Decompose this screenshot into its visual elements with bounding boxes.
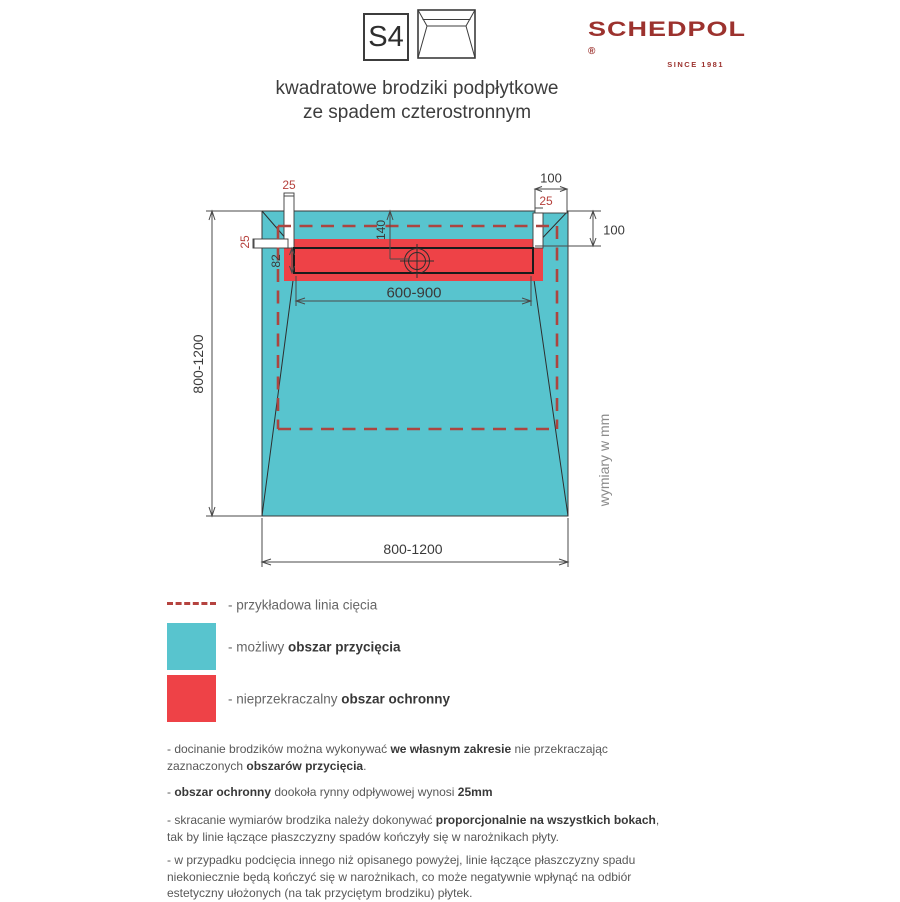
tray-slope-icon (417, 9, 476, 59)
dim-protect-top-right: 25 (539, 194, 553, 208)
dim-drain-offset: 140 (374, 219, 388, 241)
dim-protect-left: 25 (238, 235, 252, 249)
brand-logo (588, 17, 747, 69)
text-segment: obszar ochronny (174, 785, 272, 799)
model-code: S4 (368, 20, 404, 53)
note-proportional-shortening (167, 812, 675, 845)
extension-strip-top-right (533, 213, 543, 248)
brand-tagline: SINCE 1981 (667, 60, 724, 69)
text-segment: obszarów przycięcia (246, 758, 364, 773)
text-segment: - nieprzekraczalny (228, 691, 342, 707)
text-segment: - w przypadku podcięcia innego niż opisanego powyżej, linie łączące płaszczyzny spadu niekoniecznie będą kończyć się w narożnikach, co może negatywnie wpłynąć na odbiór estetyczny ułożonych (na tak przyciętym brodziku) płytek. (167, 853, 636, 900)
legend-swatch-tray-area (167, 623, 216, 670)
extension-strip-left (253, 239, 288, 248)
legend-swatch-cut-line (167, 602, 216, 605)
dim-protect-top-left: 25 (282, 178, 296, 192)
technical-drawing (150, 160, 670, 590)
dim-channel-height: 82 (269, 254, 283, 268)
dim-width-range: 800-1200 (383, 541, 443, 557)
note-other-cuts (167, 852, 675, 902)
legend-swatch-protection-area (167, 675, 216, 722)
dim-edge-top: 100 (540, 170, 562, 186)
text-segment: obszar przycięcia (288, 639, 401, 655)
dim-height-range: 800-1200 (190, 334, 206, 394)
model-code-box (363, 13, 409, 61)
text-segment: - skracanie wymiarów brodzika należy dokonywać (167, 813, 436, 827)
text-segment: nie przekraczając zaznaczonych (167, 742, 608, 773)
page-title-line1: kwadratowe brodziki podpłytkowe (275, 78, 559, 99)
legend-label-cut-line (228, 598, 377, 613)
note-cutting (167, 741, 675, 774)
note-protection-zone (167, 784, 675, 801)
text-segment: - możliwy (228, 639, 288, 655)
dim-channel-range: 600-900 (386, 284, 442, 302)
text-segment: - (167, 785, 175, 799)
units-note: wymiary w mm (596, 413, 612, 507)
dim-edge-right: 100 (603, 222, 625, 238)
text-segment: dookoła rynny odpływowej wynosi (271, 785, 458, 799)
text-segment: 25mm (457, 785, 493, 799)
page-title (150, 77, 684, 125)
text-segment: . (363, 758, 367, 773)
text-segment: we własnym zakresie (390, 742, 512, 756)
legend-label-tray-area (228, 640, 401, 655)
text-segment: proporcjonalnie na wszystkich bokach (435, 813, 656, 827)
text-segment: obszar ochronny (341, 691, 451, 707)
text-segment: , tak by linie łączące płaszczyzny spadów kończyły się w narożnikach płyty. (167, 813, 660, 844)
brand-name: SCHEDPOL (588, 17, 747, 41)
text-segment: - przykładowa linia cięcia (228, 597, 378, 613)
protection-area (284, 239, 543, 281)
registered-mark-icon: ® (588, 46, 596, 57)
legend-label-protection-area (228, 692, 450, 707)
text-segment: - docinanie brodzików można wykonywać (167, 742, 391, 756)
page-title-line2: ze spadem czterostronnym (302, 102, 532, 123)
